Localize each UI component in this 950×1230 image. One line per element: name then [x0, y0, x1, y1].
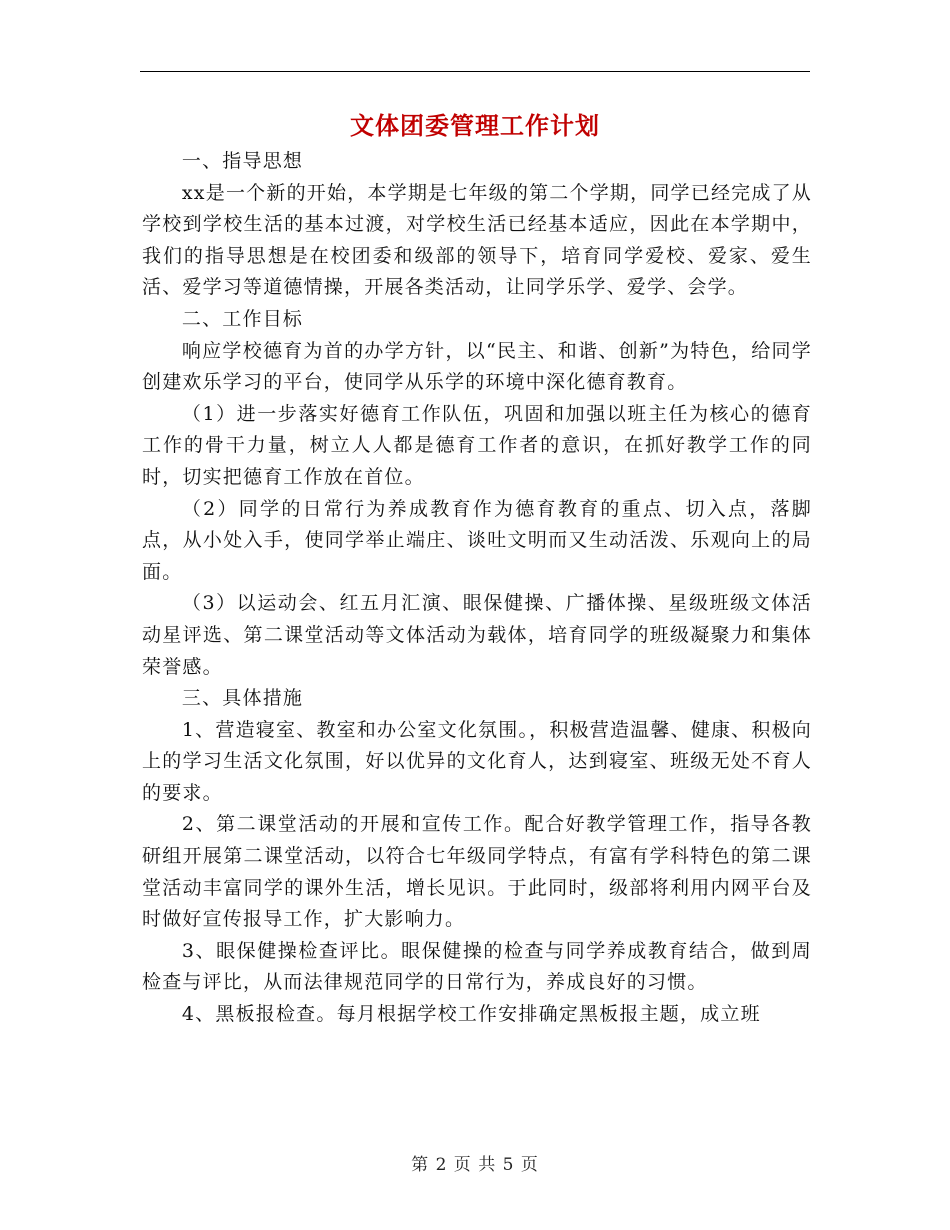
paragraph: （1）进一步落实好德育工作队伍，巩固和加强以班主任为核心的德育工作的骨干力量，树立人人都是德育工作者的意识，在抓好教学工作的同时，切实把德育工作放在首位。 — [142, 402, 812, 488]
section-heading-work-goals: 二、工作目标 — [181, 307, 304, 330]
page-number-footer: 第 2 页 共 5 页 — [411, 1155, 539, 1175]
document-title: 文体团委管理工作计划 — [350, 111, 600, 140]
header-rule — [140, 71, 810, 72]
paragraph: 1、营造寝室、教室和办公室文化氛围。，积极营造温馨、健康、积极向上的学习生活文化氛围，好以优异的文化育人，达到寝室、班级无处不育人的要求。 — [142, 718, 812, 804]
paragraph: xx是一个新的开始，本学期是七年级的第二个学期，同学已经完成了从学校到学校生活的基本过渡，对学校生活已经基本适应，因此在本学期中，我们的指导思想是在校团委和级部的领导下，培育同学爱校、爱家、爱生活、爱学习等道德情操，开展各类活动，让同学乐学、爱学、会学。 — [142, 181, 812, 299]
section-heading-specific-measures: 三、具体措施 — [181, 687, 304, 710]
paragraph: 2、第二课堂活动的开展和宣传工作。配合好教学管理工作，指导各教研组开展第二课堂活动，以符合七年级同学特点，有富有学科特色的第二课堂活动丰富同学的课外生活，增长见识。于此同时，级部将利用内网平台及时做好宣传报导工作，扩大影响力。 — [142, 813, 812, 931]
paragraph: 响应学校德育为首的办学方针，以“民主、和谐、创新”为特色，给同学创建欢乐学习的平台，使同学从乐学的环境中深化德育教育。 — [142, 339, 812, 394]
paragraph: 3、眼保健操检查评比。眼保健操的检查与同学养成教育结合，做到周检查与评比，从而法律规范同学的日常行为，养成良好的习惯。 — [142, 939, 812, 994]
section-heading-guiding-ideology: 一、指导思想 — [181, 150, 304, 172]
paragraph: 4、黑板报检查。每月根据学校工作安排确定黑板报主题，成立班 — [181, 1003, 761, 1026]
paragraph: （2）同学的日常行为养成教育作为德育教育的重点、切入点，落脚点，从小处入手，使同学举止端庄、谈吐文明而又生动活泼、乐观向上的局面。 — [142, 497, 812, 583]
document-body — [142, 146, 812, 1031]
paragraph: （3）以运动会、红五月汇演、眼保健操、广播体操、星级班级文体活动星评选、第二课堂活动等文体活动为载体，培育同学的班级凝聚力和集体荣誉感。 — [142, 592, 812, 678]
